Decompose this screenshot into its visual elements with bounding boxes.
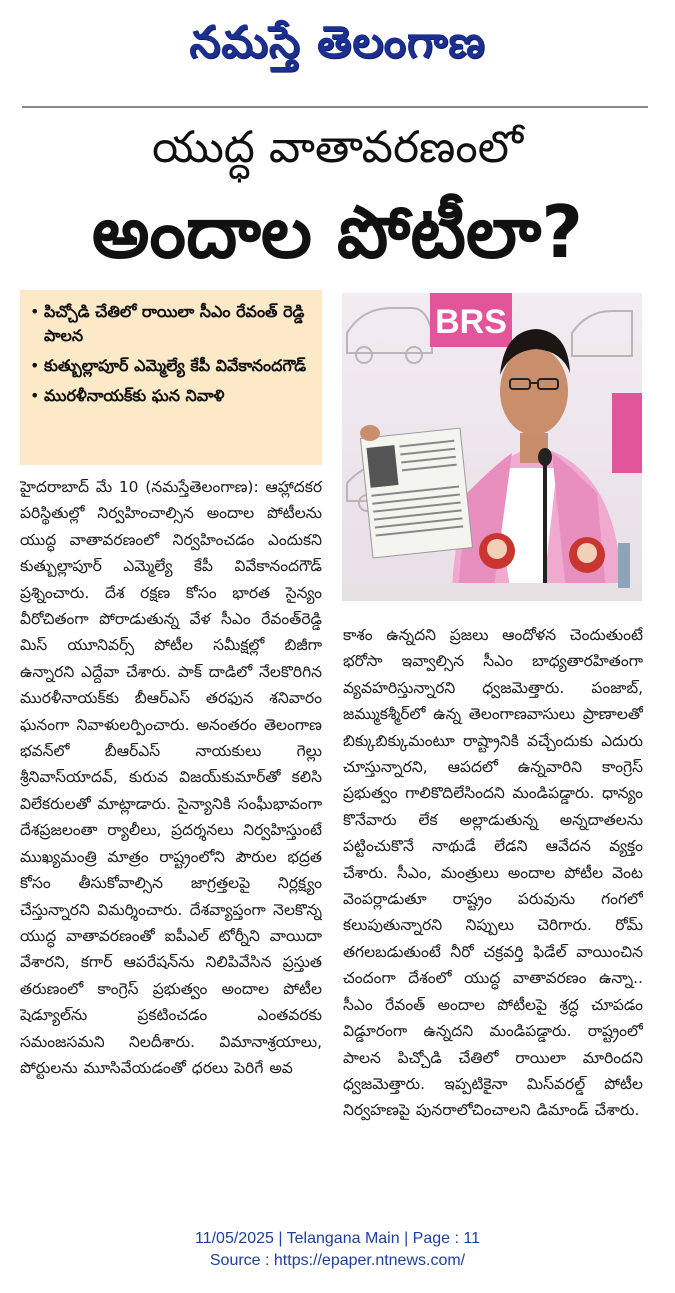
article-headline: అందాల పోటీలా? bbox=[91, 190, 584, 274]
article-dateline: హైదరాబాద్ మే 10 (నమస్తేతెలంగాణ): bbox=[20, 478, 259, 496]
highlight-item bbox=[30, 354, 314, 378]
highlight-text: మురళీనాయక్‌కు ఘన నివాళి bbox=[44, 386, 225, 405]
masthead bbox=[0, 8, 675, 82]
footer-source: Source : https://epaper.ntnews.com/ bbox=[209, 1252, 466, 1269]
page-footer bbox=[0, 1228, 675, 1272]
highlight-text: పిచ్చోడి చేతిలో రాయిలా సీఎం రేవంత్ రెడ్డి పాలన bbox=[44, 302, 305, 345]
highlight-item bbox=[30, 300, 314, 348]
highlight-text: కుత్బుల్లాపూర్ ఎమ్మెల్యే కేపీ వివేకానందగౌడ్ bbox=[44, 356, 307, 375]
article-column-left bbox=[20, 474, 322, 1198]
newspaper-logo: నమస్తే తెలంగాణ bbox=[189, 17, 486, 68]
article-body-text: ఆహ్లాదకర పరిస్థితుల్లో నిర్వహించాల్సిన అందాల పోటీలను యుద్ధ వాతావరణంలో నిర్వహించడం ఎందుకని కుత్బుల్లాపూర్ ఎమ్మెల్యే కేపీ వివేకానందగౌడ్ ప్రశ్నించారు. దేశ రక్షణ కోసం భారత సైన్యం వీరోచితంగా పోరాడుతున్న వేళ సీఎం రేవంత్‌రెడ్డి మిస్ యూనివర్స్ పోటీల సమీక్షల్లో బిజీగా ఉన్నారని ఎద్దేవా చేశారు. పాక్ దాడిలో నేలకొరిగిన మురళీనాయక్‌కు బీఆర్‌ఎస్ తరఫున శనివారం ఘనంగా నివాళులర్పించారు. అనంతరం తెలంగాణ భవన్‌లో బీఆర్‌ఎస్ నాయకులు గెల్లు శ్రీనివాస్‌యాదవ్, కురువ విజయ్‌కుమార్‌తో కలిసి విలేకరులతో మాట్లాడారు. సైన్యానికి సంఘీభావంగా దేశప్రజలంతా ర్యాలీలు, ప్రదర్శనలు నిర్వహిస్తుంటే ముఖ్యమంత్రి మాత్రం రాష్ట్రంలోని పౌరుల భద్రత కోసం తీసుకోవాల్సిన జాగ్రత్తలపై నిర్లక్ష్యం చేస్తున్నారని విమర్శించారు. దేశవ్యాప్తంగా నెలకొన్న యుద్ధ వాతావరణంతో ఐపీఎల్ టోర్నీని వాయిదా వేశారని, కగార్ ఆపరేషన్‌ను నిలిపివేసిన ప్రస్తుత తరుణంలో కాంగ్రెస్ ప్రభుత్వం అందాల పోటీల షెడ్యూల్‌ను ప్రకటించడం ఎంతవరకు సమంజసమని నిలదీశారు. విమానాశ్రయాలు, పోర్టులను మూసివేయడంతో ధరలు పెరిగే అవ bbox=[20, 478, 322, 1077]
article-kicker: యుద్ధ వాతావరణంలో bbox=[151, 122, 523, 173]
press-conference-illustration bbox=[342, 293, 642, 601]
article-column-right bbox=[343, 622, 643, 1202]
highlights-box bbox=[20, 290, 322, 465]
bullet-icon: • bbox=[30, 356, 40, 375]
bullet-icon: • bbox=[30, 302, 40, 321]
article-paragraph bbox=[20, 474, 322, 1081]
footer-edition-info: 11/05/2025 | Telangana Main | Page : 11 bbox=[195, 1230, 480, 1247]
highlight-item bbox=[30, 384, 314, 408]
bullet-icon: • bbox=[30, 386, 40, 405]
article-photo bbox=[342, 293, 642, 601]
masthead-divider bbox=[22, 106, 648, 108]
brs-banner-text: BRS bbox=[435, 303, 507, 341]
article-body-text: కాశం ఉన్నదని ప్రజలు ఆందోళన చెందుతుంటే భరోసా ఇవ్వాల్సిన సీఎం బాధ్యతారహితంగా వ్యవహరిస్తున్నారని ధ్వజమెత్తారు. పంజాబ్, జమ్ముకశ్మీర్‌లో ఉన్న తెలంగాణవాసులు ప్రాణాలతో బిక్కుబిక్కుమంటూ రాష్ట్రానికి వచ్చేందుకు ఎదురు చూస్తున్నారని, ఆపదలో ఉన్నవారిని కాంగ్రెస్ ప్రభుత్వం గాలికొదిలేసిందని మండిపడ్డారు. ధాన్యం కొనేవారు లేక అల్లాడుతున్న అన్నదాతలను పట్టించుకొనే నాథుడే లేడని ఆవేదన వ్యక్తం చేశారు. సీఎం, మంత్రులు అందాల పోటీల వెంట వెంపర్లాడుతూ రాష్ట్రం పరువును గంగలో కలుపుతున్నారని నిప్పులు చెరిగారు. రోమ్ తగలబడుతుంటే నీరో చక్రవర్తి ఫిడేల్ వాయించిన చందంగా దేశంలో యుద్ధ వాతావరణం ఉన్నా.. సీఎం రేవంత్ అందాల పోటీలపై శ్రద్ధ చూపడం విడ్డూరంగా ఉన్నదని మండిపడ్డారు. రాష్ట్రంలో పాలన పిచ్చోడి చేతిలో రాయిలా మారిందని ధ్వజమెత్తారు. ఇప్పటికైనా మిస్‌వరల్డ్ పోటీల నిర్వహణపై పునరాలోచించాలని డిమాండ్ చేశారు. bbox=[343, 626, 643, 1120]
